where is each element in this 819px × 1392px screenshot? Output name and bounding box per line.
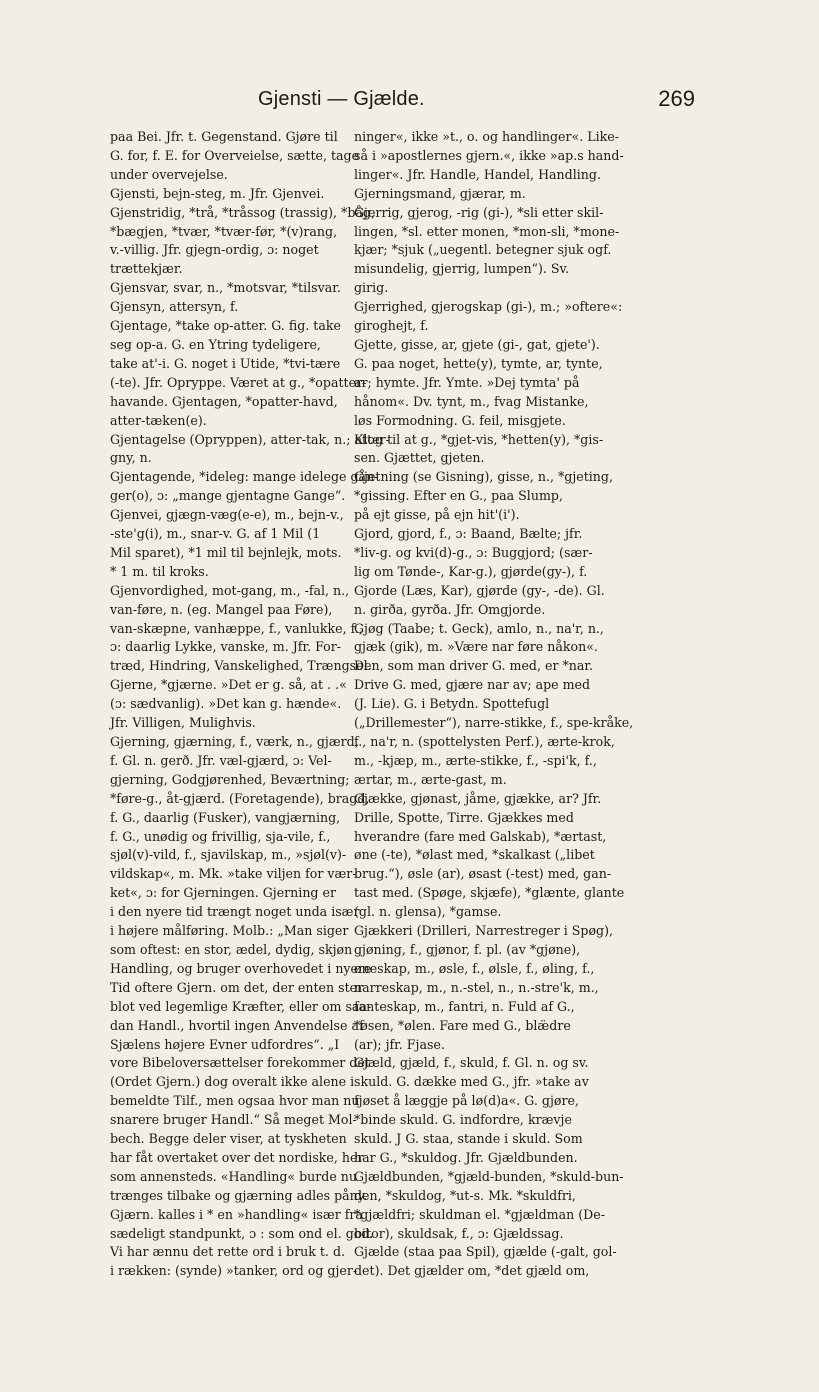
text-line: seg op-a. G. en Ytring tydeligere, [110,336,321,352]
text-line: *binde skuld. G. indfordre, krævje [354,1112,572,1128]
text-line: *gjældfri; skuldman el. *gjældman (De- [354,1206,605,1222]
text-line: paa Bei. Jfr. t. Gegenstand. Gjøre til [110,129,338,144]
text-line: gny, n. [110,450,152,466]
text-line: under overvejelse. [110,166,228,182]
text-line: øneskap, m., øsle, f., ølsle, f., øling, f., [354,960,595,976]
text-line: sædeligt standpunkt, ɔ : som ond el. god. [110,1225,374,1241]
text-line: Gjerne, *gjærne. »Det er g. så, at . .« [110,677,347,693]
text-line: på ejt gisse, på ejn hit'(i'). [354,507,520,523]
page-number: 269 [658,86,695,111]
text-line: Gjord, gjord, f., ɔ: Baand, Bælte; jfr. [354,526,583,542]
text-line: narreskap, m., n.-stel, n., n.-stre'k, m., [354,979,599,995]
text-line: vildskap«, m. Mk. »take viljen for vær- [110,866,357,882]
text-line: (J. Lie). G. i Betydn. Spottefugl [354,696,550,712]
text-line: øne (-te), *ølast med, *skalkast („libet [354,847,595,863]
text-line: Gjæld, gjæld, f., skuld, f. Gl. n. og sv. [354,1055,589,1071]
text-line: Gjensyn, attersyn, f. [110,299,239,315]
text-line: f. Gl. n. gerð. Jfr. væl-gjærd, ɔ: Vel- [110,752,332,768]
text-line: Gjenvei, gjægn-væg(e-e), m., bejn-v., [110,507,344,523]
text-line: van-føre, n. (eg. Mangel paa Føre), [110,601,333,617]
text-line: Mil sparet), *1 mil til bejnlejk, mots. [110,544,342,560]
text-line: Gjensvar, svar, n., *motsvar, *tilsvar. [110,280,341,296]
text-line: blot ved legemlige Kræfter, eller om saa- [110,998,372,1014]
text-line: som annensteds. «Handling« burde nu [110,1168,358,1184]
text-line: har fåt overtaket over det nordiske, her [110,1149,364,1165]
text-line: Gjetning (se Gisning), gisse, n., *gjeting, [354,469,613,485]
text-line: Gjække, gjønast, jåme, gjække, ar? Jfr. [354,790,602,806]
text-line: sjøl(v)-vild, f., sjavilskap, m., »sjøl(v)- [110,847,347,863]
text-line: Gjerning, gjærning, f., værk, n., gjærd, [110,734,359,749]
text-line: ærtar, m., ærte-gast, m. [354,771,507,787]
text-line: i rækken: (synde) »tanker, ord og gjer- [110,1263,358,1279]
text-line: som oftest: en stor, ædel, dydig, skjøn [110,941,353,957]
text-line: take at'-i. G. noget i Utide, *tvi-tære [110,355,341,371]
text-line: Gjældbunden, *gjæld-bunden, *skuld-bun- [354,1168,624,1184]
text-line: (ɔ: sædvanlig). »Det kan g. hænde«. [110,696,342,712]
page-header [220,88,695,116]
text-line: Gjøg (Taabe; t. Geck), amlo, n., na'r, n., [354,620,604,636]
text-line: Gjælde (staa paa Spil), gjælde (-galt, gol- [354,1244,617,1260]
text-line: m., -kjæp, m., ærte-stikke, f., -spi'k, f., [354,752,597,768]
text-line: det). Det gjælder om, *det gjæld om, [354,1263,590,1279]
text-line: Gjentage, *take op-atter. G. fig. take [110,318,341,334]
text-line: *bægjen, *tvær, *tvær-før, *(v)rang, [110,223,338,239]
text-line: misundelig, gjerrig, lumpen“). Sv. [354,261,570,277]
text-line: Vi har ænnu det rette ord i bruk t. d. [110,1244,346,1260]
text-line: bemeldte Tilf., men ogsaa hvor man nu [110,1093,360,1109]
running-head: Gjensti — Gjælde. [258,88,425,110]
text-line: dan Handl., hvortil ingen Anvendelse af [110,1017,364,1033]
text-line: n. girða, gyrða. Jfr. Omgjorde. [354,601,546,617]
text-line: G. for, f. E. for Overveielse, sætte, tage [110,147,360,163]
text-line: ger(o), ɔ: „mange gjentagne Gange“. [110,488,346,504]
text-line: f. G., daarlig (Fusker), vangjærning, [110,809,341,825]
text-line: lig om Tønde-, Kar-g.), gjørde(gy-), f. [354,563,588,579]
text-line: Gjentagelse (Opryppen), atter-tak, n.; atter- [110,431,390,447]
text-line: v.-villig. Jfr. gjegn-ordig, ɔ: noget [110,242,319,258]
text-line: i den nyere tid trængt noget unda især [110,904,360,920]
text-line: gjerning, Godgjørenhed, Beværtning; [110,771,350,787]
text-line: kjær; *sjuk („uegentl. betegner sjuk ogf. [354,242,612,258]
text-line: Den, som man driver G. med, er *nar. [354,658,594,674]
text-line: Handling, og bruger overhovedet i nyere [110,960,372,976]
right-column [354,128,696,1281]
text-line: lingen, *sl. etter monen, *mon-sli, *mone- [354,223,620,239]
text-line: -ste'g(i), m., snar-v. G. af 1 Mil (1 [110,526,321,542]
text-line: *øsen, *ølen. Fare med G., blæ̈dre [354,1017,571,1033]
text-line: i højere målføring. Molb.: „Man siger [110,923,349,939]
text-line: Gjette, gisse, ar, gjete (gi-, gat, gjete'). [354,336,600,352]
text-line: tast med. (Spøge, skjæfe), *glænte, glante [354,885,625,901]
text-line: *liv-g. og kvi(d)-g., ɔ: Buggjord; (sær- [354,544,593,560]
text-line: Gjensti, bejn-steg, m. Jfr. Gjenvei. [110,185,325,201]
text-line: træd, Hindring, Vanskelighed, Trængsel. [110,658,372,674]
text-line: Gjerrig, gjerog, -rig (gi-), *sli etter skil- [354,204,604,220]
text-line: Jfr. Villigen, Mulighvis. [110,715,256,731]
text-line: giroghejt, f. [354,318,429,334]
text-line: sen. Gjættet, gjeten. [354,450,485,466]
text-line: den, *skuldog, *ut-s. Mk. *skuldfri, [354,1187,576,1203]
text-line: fanteskap, m., fantri, n. Fuld af G., [354,998,575,1014]
text-line: *gissing. Efter en G., paa Slump, [354,488,563,504]
text-line: bech. Begge deler viser, at tyskheten [110,1131,347,1147]
text-line: (-te). Jfr. Opryppe. Været at g., *opatter- [110,374,367,390]
text-line: (Ordet Gjern.) dog overalt ikke alene i [110,1074,355,1090]
text-line: gjøning, f., gjønor, f. pl. (av *gjøne), [354,941,581,957]
text-line: trættekjær. [110,261,183,277]
text-line: har G., *skuldog. Jfr. Gjældbunden. [354,1149,578,1165]
text-line: ɔ: daarlig Lykke, vanske, m. Jfr. For- [110,639,341,655]
text-line: G. paa noget, hette(y), tymte, ar, tynte, [354,355,603,371]
text-line: („Drillemester“), narre-stikke, f., spe-kråke, [354,715,634,731]
text-line: Gjærn. kalles i * en »handling« især fra [110,1206,363,1222]
text-line: Tid oftere Gjern. om det, der enten ster [110,979,364,995]
text-line: hverandre (fare med Galskab), *ærtast, [354,828,607,844]
text-line: Gjerrighed, gjerogskap (gi-), m.; »oftere«: [354,299,623,315]
text-line: Drille, Spotte, Tirre. Gjækkes med [354,809,574,825]
text-line: (gl. n. glensa), *gamse. [354,904,502,920]
text-line: snarere bruger Handl.“ Så meget Mol- [110,1112,357,1128]
text-line: Gjenvordighed, mot-gang, m., -fal, n., [110,582,350,598]
text-line: løs Formodning. G. feil, misgjete. [354,412,566,428]
text-line: fjøset å læggje på lø(d)a«. G. gjøre, [354,1093,579,1109]
text-line: Sjælens højere Evner udfordres“. „I [110,1036,340,1052]
text-line: bitor), skuldsak, f., ɔ: Gjældssag. [354,1225,564,1241]
text-line: gjæk (gik), m. »Være nar føre nåkon«. [354,639,598,655]
text-line: Gjentagende, *ideleg: mange idelege gån- [110,469,379,485]
text-line: f., na'r, n. (spottelysten Perf.), ærte-krok, [354,734,615,749]
text-line: Gjækkeri (Drilleri, Narrestreger i Spøg), [354,923,614,939]
text-line: hånom«. Dv. tynt, m., fvag Mistanke, [354,393,589,409]
text-line: havande. Gjentagen, *opatter-havd, [110,393,338,409]
text-line: trænges tilbake og gjærning adles påny. [110,1187,368,1203]
text-line: atter-tæken(e). [110,412,207,428]
text-line: girig. [354,280,389,296]
text-line: van-skæpne, vanhæppe, f., vanlukke, f., [110,620,363,636]
text-line: vore Bibeloversættelser forekommer det [110,1055,370,1071]
text-line: skuld. J G. staa, stande i skuld. Som [354,1131,583,1147]
text-line: (ar); jfr. Fjase. [354,1036,445,1052]
text-line: Gjerningsmand, gjærar, m. [354,185,526,201]
text-line: Drive G. med, gjære nar av; ape med [354,677,591,693]
text-line: Klog til at g., *gjet-vis, *hetten(y), *gis- [354,431,604,447]
text-line: ar; hymte. Jfr. Ymte. »Dej tymta' på [354,374,580,390]
text-line: ninger«, ikke »t., o. og handlinger«. Like- [354,129,619,144]
text-line: Gjenstridig, *trå, *tråssog (trassig), *båg, [110,204,375,220]
text-line: ket«, ɔ: for Gjerningen. Gjerning er [110,885,336,901]
text-line: *føre-g., åt-gjærd. (Foretagende), bragd, [110,790,370,806]
text-line: linger«. Jfr. Handle, Handel, Handling. [354,166,601,182]
text-line: Gjorde (Læs, Kar), gjørde (gy-, -de). Gl. [354,582,605,598]
text-line: f. G., unødig og frivillig, sja-vile, f., [110,828,331,844]
text-line: * 1 m. til kroks. [110,563,209,579]
text-line: så i »apostlernes gjern.«, ikke »ap.s hand- [354,147,624,163]
text-line: brug.“), øsle (ar), øsast (-test) med, gan- [354,866,612,882]
text-line: skuld. G. dække med G., jfr. »take av [354,1074,589,1090]
